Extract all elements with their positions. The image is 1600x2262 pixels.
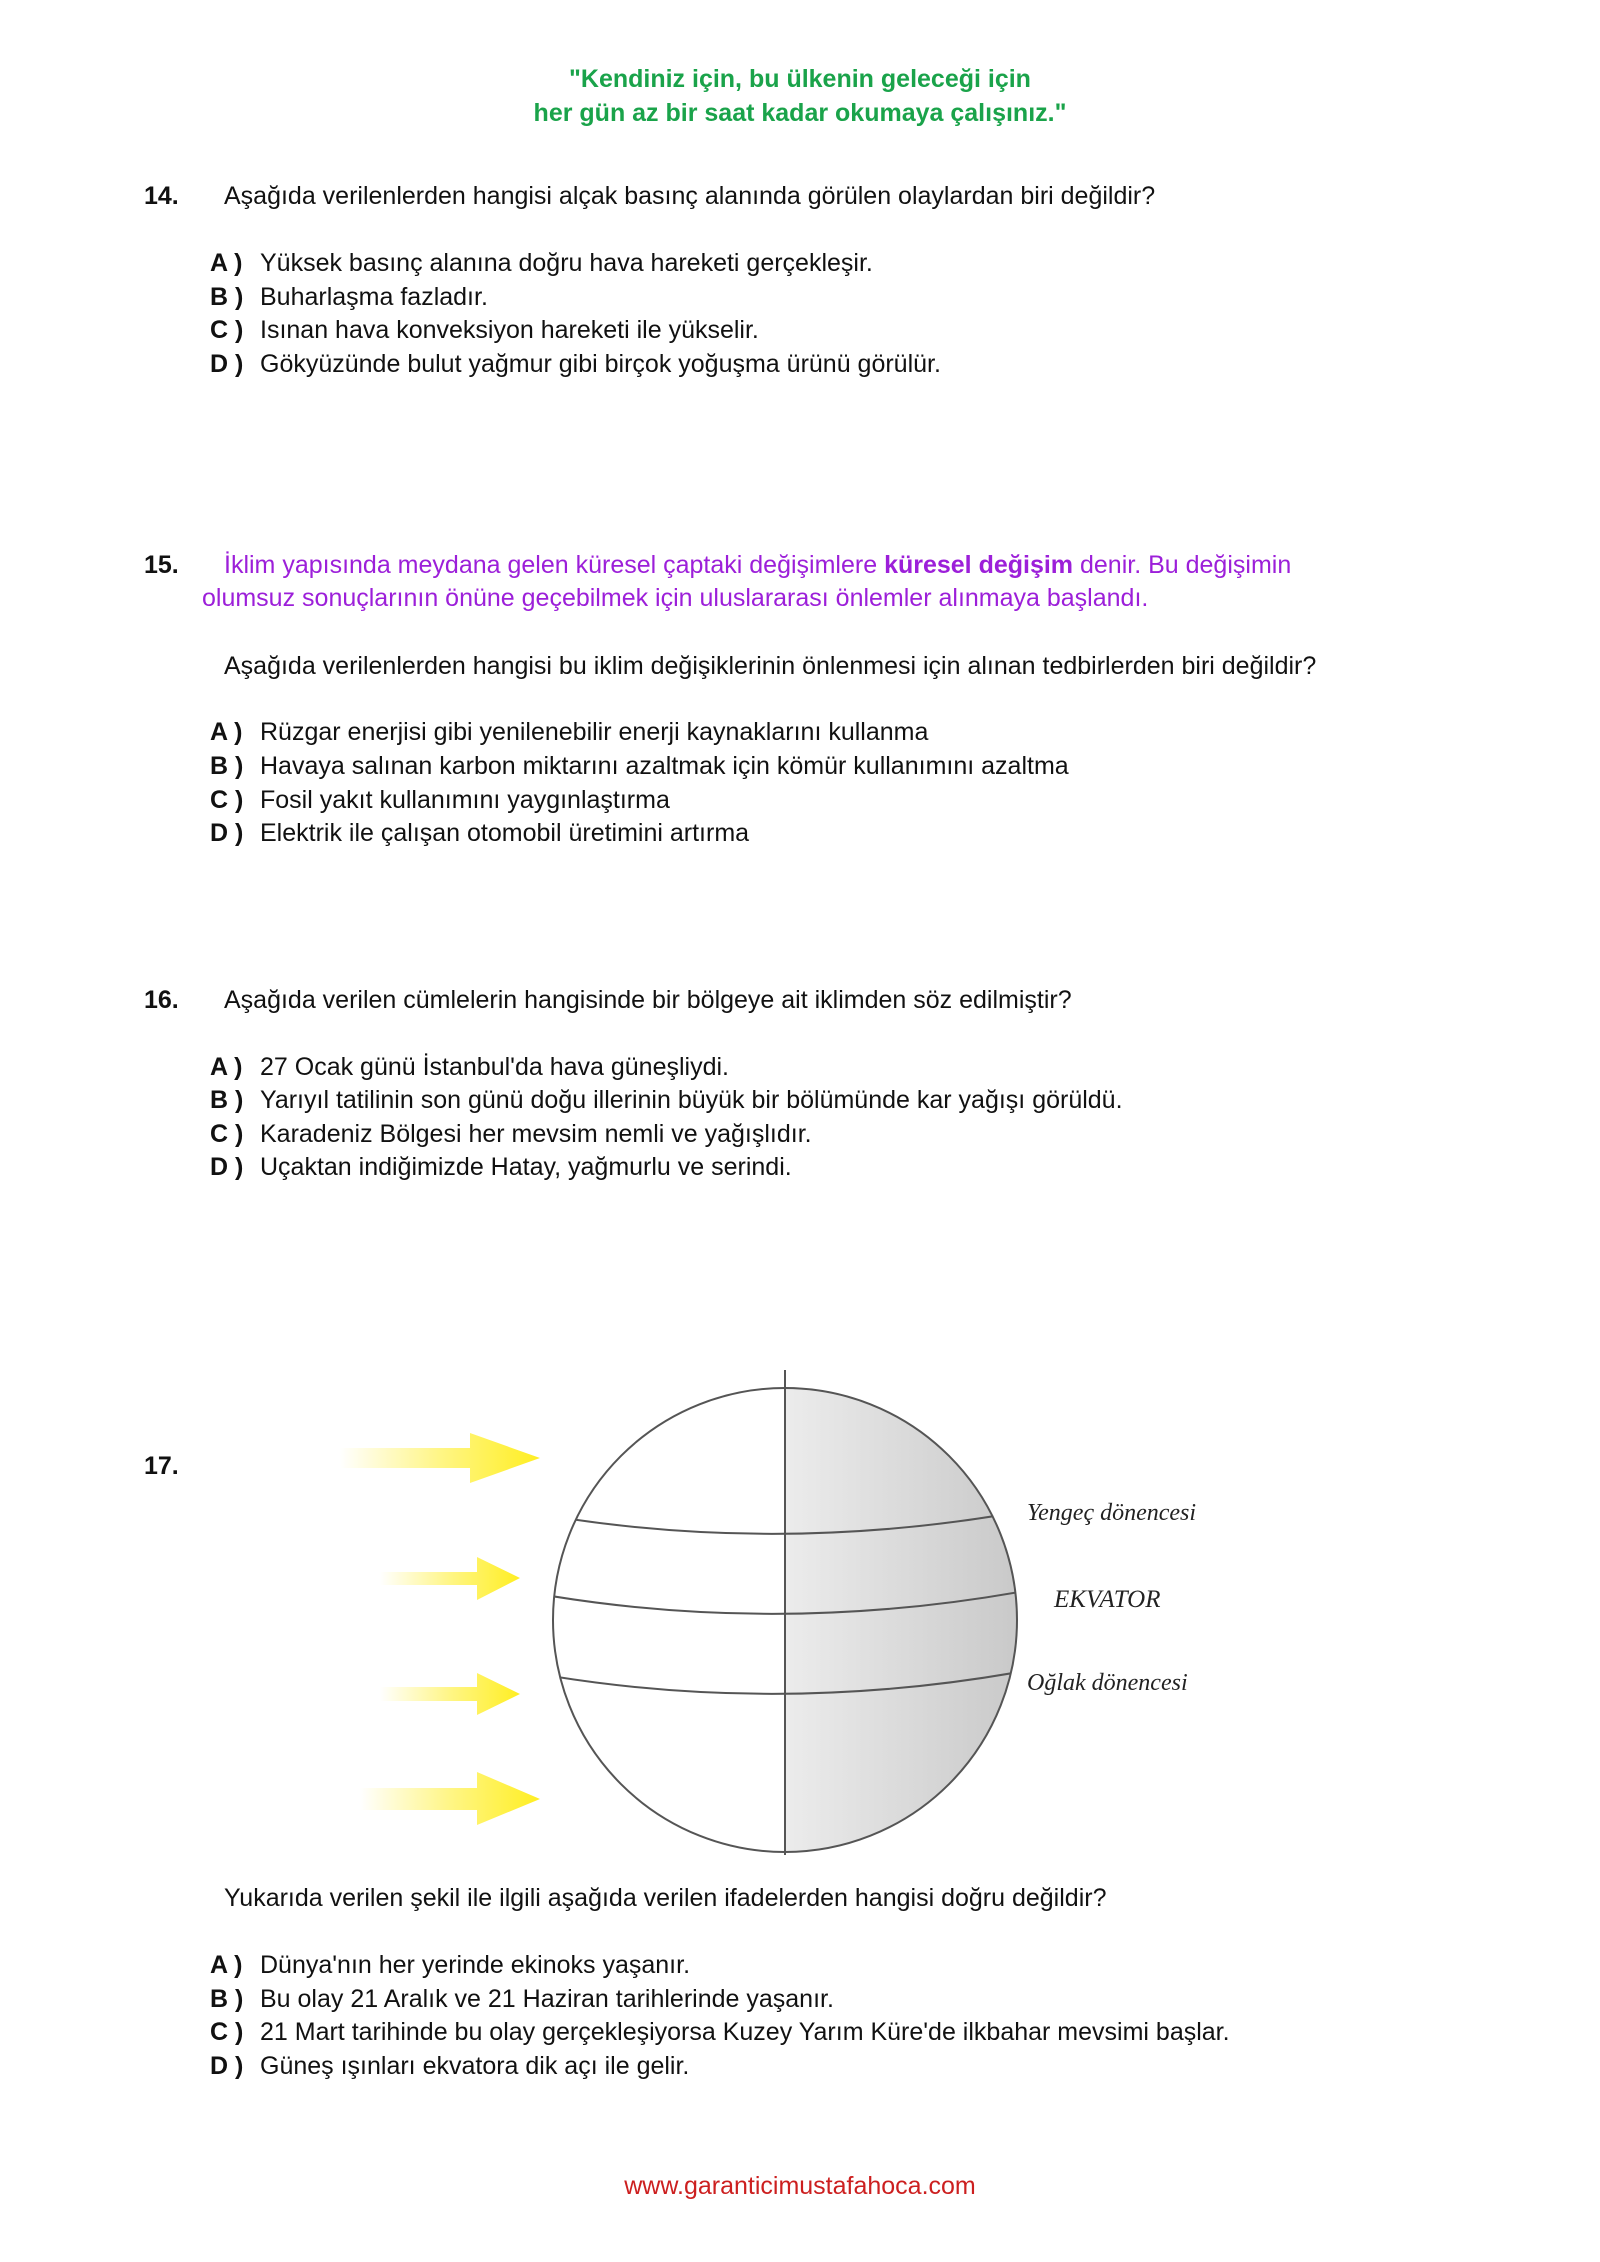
globe (545, 1370, 1030, 1860)
option-c[interactable]: C ) 21 Mart tarihinde bu olay gerçekleşiyorsa Kuzey Yarım Küre'de ilkbahar mevsimi başlar. (210, 2018, 1230, 2046)
sun-ray-arrow (340, 1433, 540, 1483)
option-d[interactable]: D ) Elektrik ile çalışan otomobil üretimini artırma (210, 819, 750, 847)
label-equator: EKVATOR (1054, 1586, 1161, 1613)
option-a[interactable]: A ) Rüzgar enerjisi gibi yenilenebilir enerji kaynaklarını kullanma (210, 718, 929, 746)
question-text: Aşağıda verilenlerden hangisi alçak basınç alanında görülen olaylardan biri değildir? (224, 182, 1156, 210)
option-c[interactable]: C ) Fosil yakıt kullanımını yaygınlaştırma (210, 786, 670, 814)
sun-ray-arrow (380, 1673, 520, 1715)
question-text: Yukarıda verilen şekil ile ilgili aşağıda verilen ifadelerden hangisi doğru değildir? (224, 1884, 1107, 1912)
option-d[interactable]: D ) Gökyüzünde bulut yağmur gibi birçok yoğuşma ürünü görülür. (210, 350, 941, 378)
quote-line-2: her gün az bir saat kadar okumaya çalışınız." (533, 99, 1067, 127)
option-b[interactable]: B ) Bu olay 21 Aralık ve 21 Haziran tarihlerinde yaşanır. (210, 1985, 834, 2013)
footer-website-link[interactable]: www.garanticimustafahoca.com (624, 2172, 976, 2200)
sun-ray-arrow (360, 1772, 540, 1825)
option-b[interactable]: B ) Buharlaşma fazladır. (210, 283, 488, 311)
sun-ray-arrow (380, 1557, 520, 1600)
question-text: Aşağıda verilen cümlelerin hangisinde bir bölgeye ait iklimden söz edilmiştir? (224, 986, 1072, 1014)
option-a[interactable]: A ) Dünya'nın her yerinde ekinoks yaşanır. (210, 1951, 691, 1979)
label-tropic-of-cancer: Yengeç dönencesi (1027, 1500, 1197, 1526)
label-tropic-of-capricorn: Oğlak dönencesi (1027, 1670, 1188, 1696)
question-text: Aşağıda verilenlerden hangisi bu iklim değişiklerinin önlenmesi için alınan tedbirlerden biri değildir? (224, 652, 1317, 680)
question-number: 17. (144, 1452, 179, 1480)
option-c[interactable]: C ) Isınan hava konveksiyon hareketi ile yükselir. (210, 316, 759, 344)
option-b[interactable]: B ) Havaya salınan karbon miktarını azaltmak için kömür kullanımını azaltma (210, 752, 1069, 780)
option-d[interactable]: D ) Uçaktan indiğimizde Hatay, yağmurlu ve serindi. (210, 1153, 792, 1181)
question-number: 16. (144, 986, 179, 1014)
option-a[interactable]: A ) Yüksek basınç alanına doğru hava hareketi gerçekleşir. (210, 249, 873, 277)
option-d[interactable]: D ) Güneş ışınları ekvatora dik açı ile gelir. (210, 2052, 690, 2080)
earth-equinox-figure (330, 1340, 1050, 1860)
question-intro-line-2: olumsuz sonuçlarının önüne geçebilmek için uluslararası önlemler alınmaya başlandı. (202, 584, 1149, 612)
question-number: 15. (144, 551, 179, 579)
option-b[interactable]: B ) Yarıyıl tatilinin son günü doğu illerinin büyük bir bölümünde kar yağışı görüldü. (210, 1086, 1123, 1114)
question-intro-line-1: İklim yapısında meydana gelen küresel çaptaki değişimlere küresel değişim denir. Bu değişimin (224, 551, 1292, 579)
quote-line-1: "Kendiniz için, bu ülkenin geleceği için (569, 65, 1031, 93)
option-c[interactable]: C ) Karadeniz Bölgesi her mevsim nemli ve yağışlıdır. (210, 1120, 812, 1148)
question-number: 14. (144, 182, 179, 210)
option-a[interactable]: A ) 27 Ocak günü İstanbul'da hava güneşliydi. (210, 1053, 729, 1081)
motivational-quote (0, 62, 1600, 130)
highlighted-term: küresel değişim (884, 551, 1074, 579)
